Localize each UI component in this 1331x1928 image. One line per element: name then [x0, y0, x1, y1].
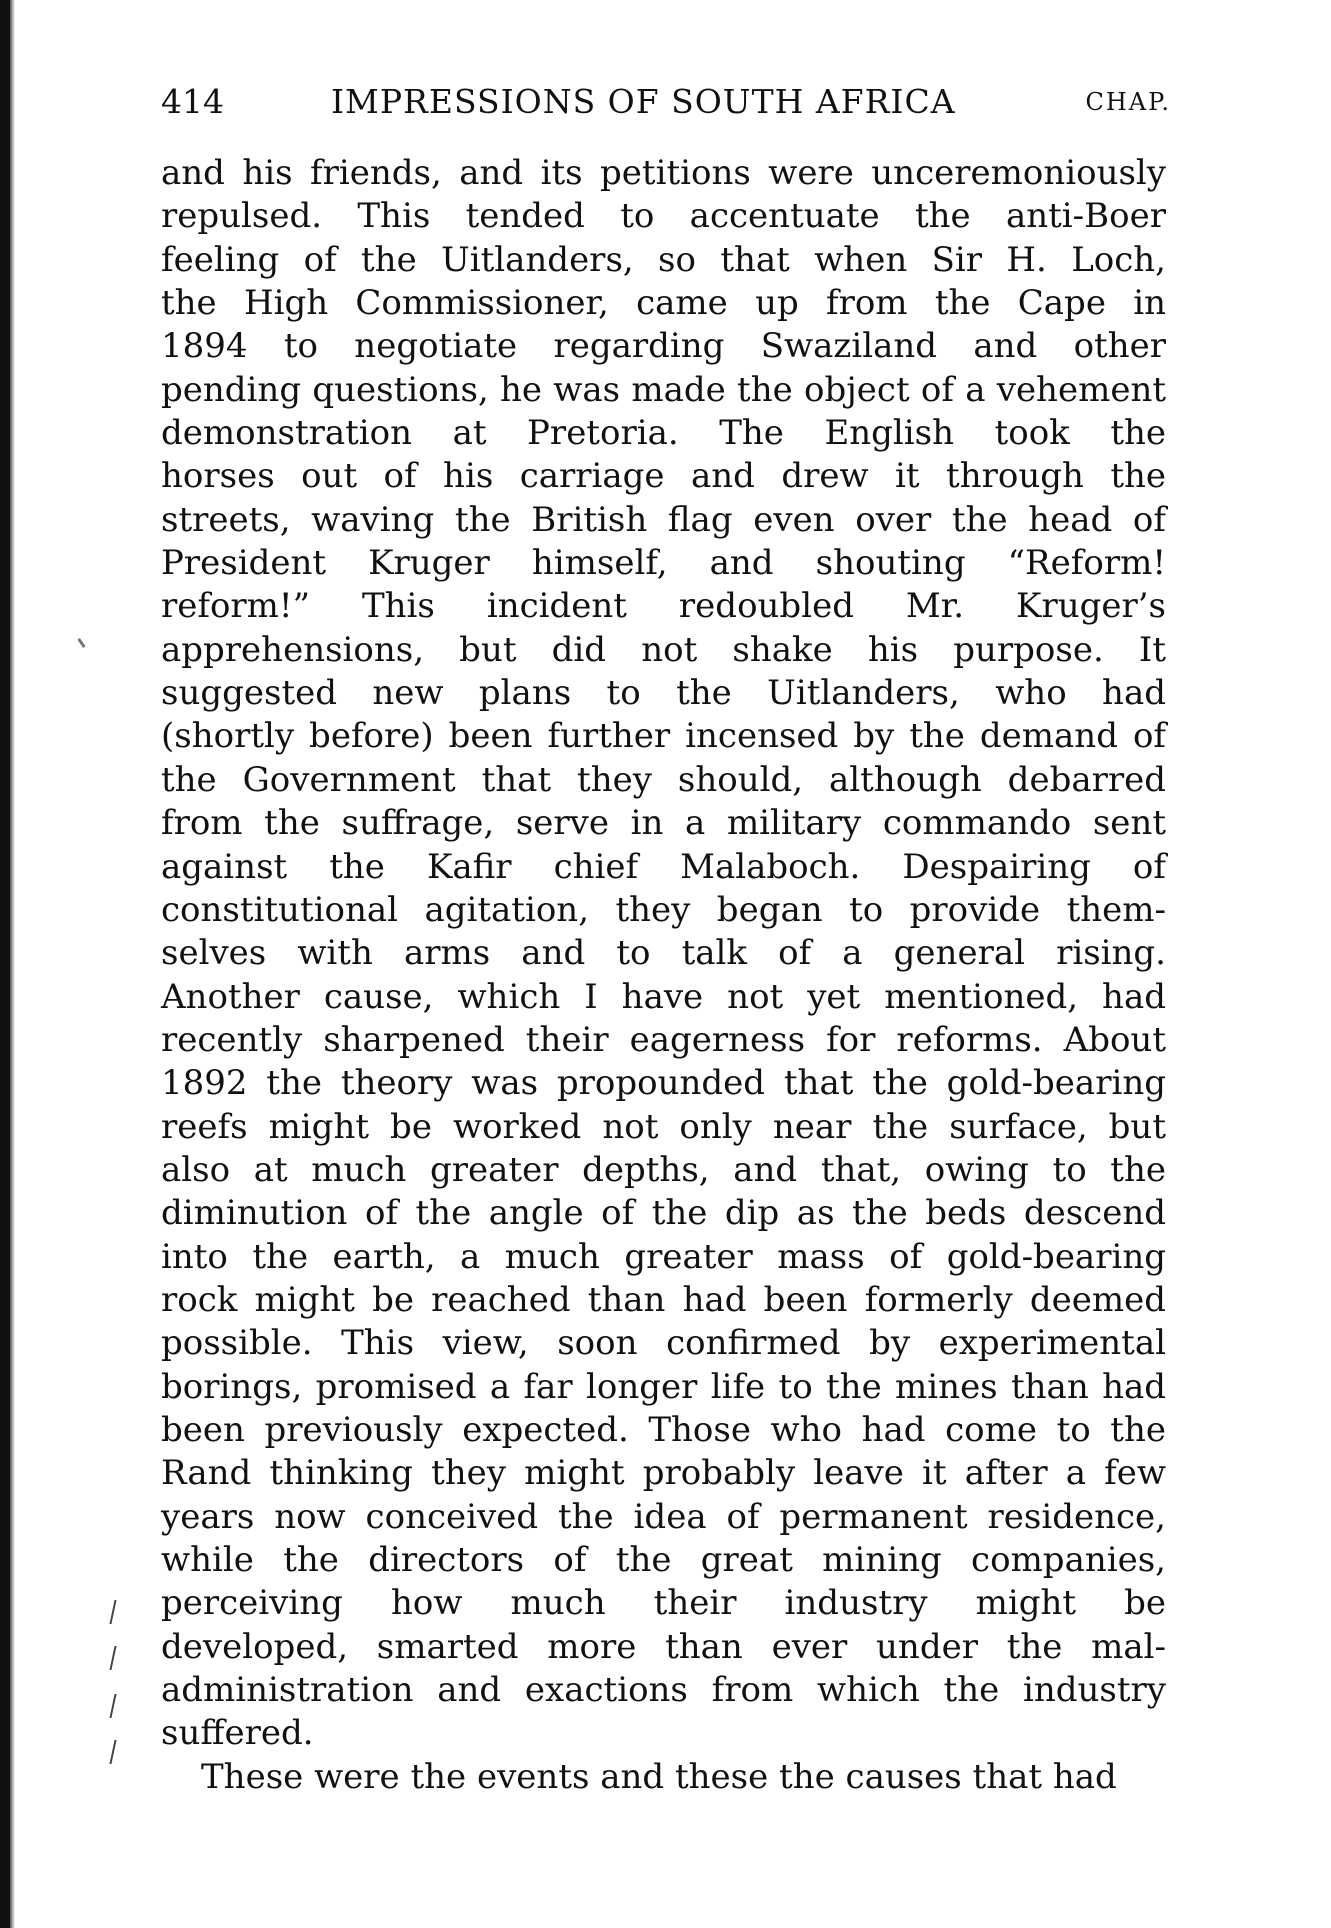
text-line: into the earth, a much greater mass of gold-bearing [161, 1236, 1166, 1277]
text-line: recently sharpened their eagerness for reforms. About [161, 1019, 1166, 1060]
text-line: reform!” This incident redoubled Mr. Kruger’s [161, 586, 1166, 627]
text-line: years now conceived the idea of permanent residence, [161, 1496, 1166, 1537]
page-number: 414 [161, 82, 224, 121]
running-title: IMPRESSIONS OF SOUTH AFRICA [331, 82, 956, 121]
margin-tick [109, 1646, 126, 1670]
text-line: the Government that they should, although debarred [161, 759, 1166, 800]
chapter-abbreviation: CHAP. [1085, 88, 1171, 116]
text-line: against the Kafir chief Malaboch. Despairing of [161, 846, 1166, 887]
text-line: suffered. [161, 1713, 314, 1754]
text-line: apprehensions, but did not shake his purpose. It [161, 629, 1166, 670]
text-line: also at much greater depths, and that, owing to the [161, 1149, 1166, 1190]
margin-annotation-marks [112, 1600, 142, 1790]
text-line: streets, waving the British flag even over the head of [161, 499, 1166, 540]
text-line: developed, smarted more than ever under the mal- [161, 1626, 1166, 1667]
text-line: feeling of the Uitlanders, so that when Sir H. Loch, [161, 239, 1166, 280]
text-line: possible. This view, soon confirmed by experimental [161, 1323, 1166, 1364]
text-line: and his friends, and its petitions were unceremoniously [161, 153, 1166, 193]
margin-tick [109, 1740, 126, 1764]
text-line: Another cause, which I have not yet mentioned, had [161, 976, 1166, 1017]
margin-tick [109, 1694, 126, 1718]
text-line: rock might be reached than had been formerly deemed [161, 1279, 1166, 1320]
ink-speck [77, 638, 85, 648]
binding-shadow [10, 0, 15, 1928]
text-line: President Kruger himself, and shouting “Reform! [161, 543, 1166, 584]
text-line: suggested new plans to the Uitlanders, who had [161, 673, 1166, 714]
text-line: perceiving how much their industry might be [161, 1583, 1166, 1624]
text-line: constitutional agitation, they began to provide them- [161, 889, 1166, 930]
binding-edge [0, 0, 10, 1928]
text-line: been previously expected. Those who had come to the [161, 1409, 1166, 1450]
text-line: repulsed. This tended to accentuate the anti-Boer [161, 196, 1166, 237]
margin-tick [109, 1600, 126, 1624]
text-line: These were the events and these the causes that had [201, 1756, 1117, 1797]
text-line: borings, promised a far longer life to the mines than had [161, 1366, 1166, 1407]
running-head [161, 82, 1171, 132]
text-line: diminution of the angle of the dip as the beds descend [161, 1193, 1166, 1234]
text-line: from the suffrage, serve in a military commando sent [161, 803, 1166, 844]
text-line: Rand thinking they might probably leave it after a few [161, 1453, 1166, 1494]
text-line: administration and exactions from which the industry [161, 1670, 1166, 1711]
text-line: pending questions, he was made the object of a vehement [161, 369, 1166, 410]
text-line: 1892 the theory was propounded that the gold-bearing [161, 1063, 1166, 1104]
text-line: (shortly before) been further incensed by the demand of [161, 716, 1166, 757]
text-line: 1894 to negotiate regarding Swaziland and other [161, 326, 1166, 367]
text-line: horses out of his carriage and drew it through the [161, 456, 1166, 497]
text-line: while the directors of the great mining companies, [161, 1540, 1166, 1580]
text-line: reefs might be worked not only near the surface, but [161, 1106, 1166, 1147]
text-line: the High Commissioner, came up from the Cape in [161, 283, 1166, 324]
text-line: selves with arms and to talk of a general rising. [161, 933, 1166, 974]
text-line: demonstration at Pretoria. The English took the [161, 413, 1166, 454]
body-text [161, 152, 1166, 1799]
